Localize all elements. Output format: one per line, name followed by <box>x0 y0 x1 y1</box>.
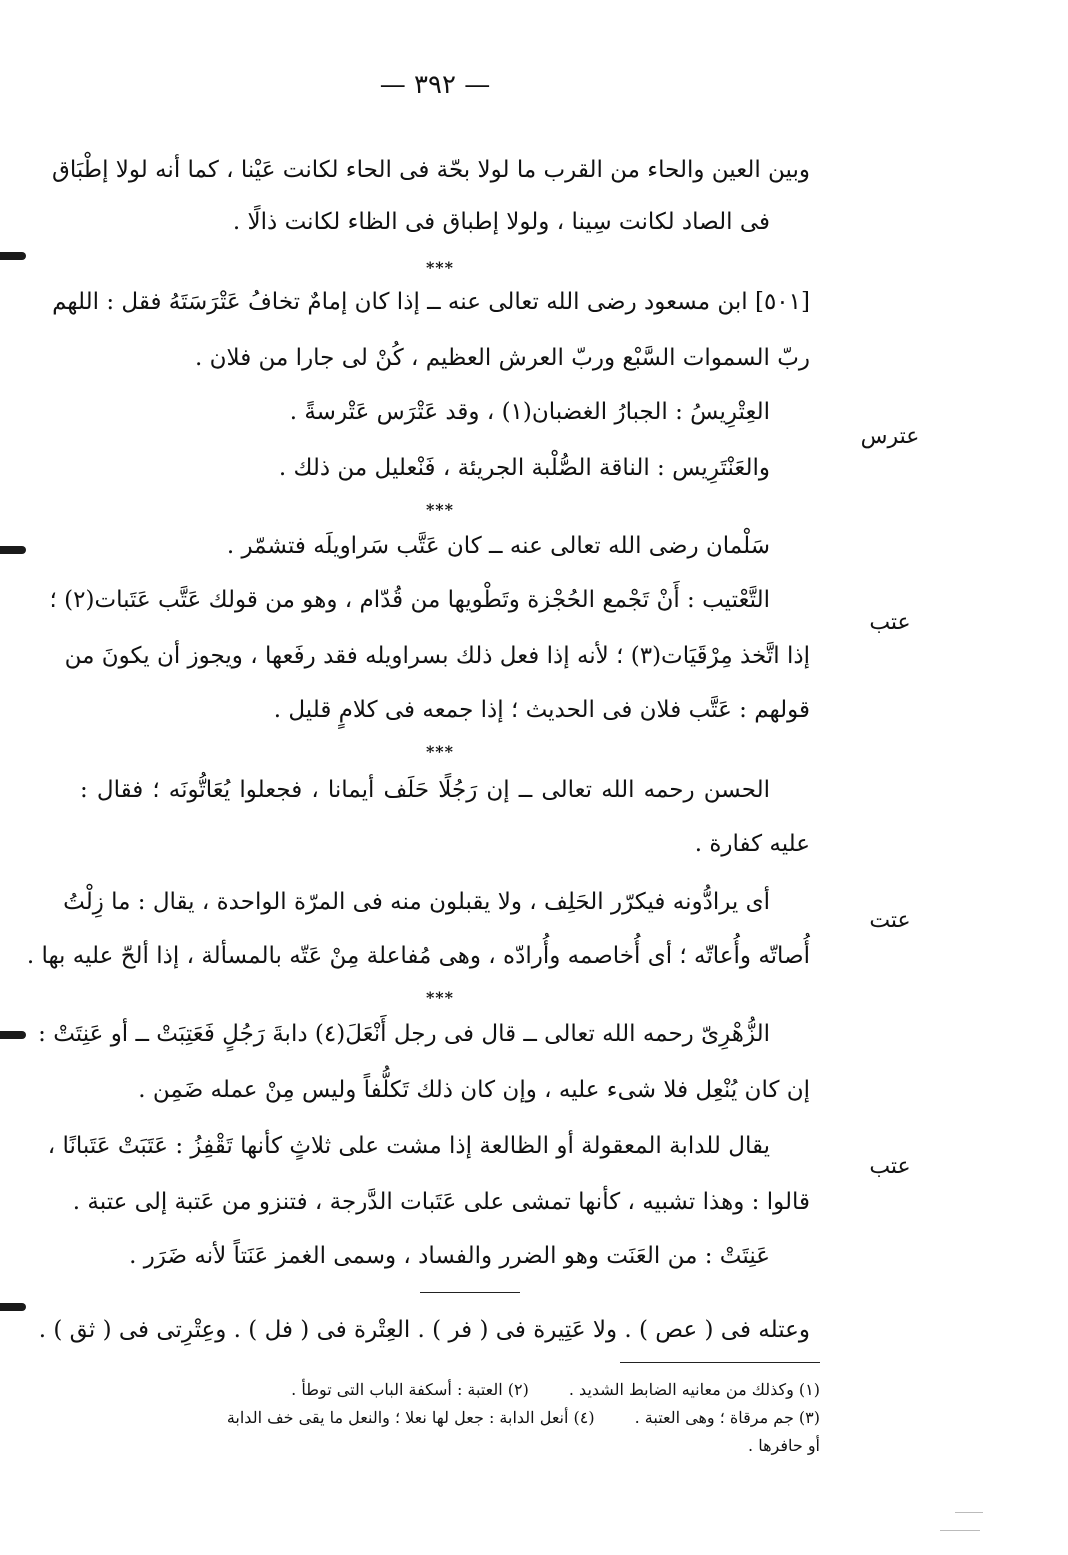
section-separator: *** <box>425 988 455 1007</box>
footnote-1: (١) وكذلك من معانيه الضابط الشديد . <box>568 1380 820 1399</box>
entry-line: ربّ السموات السَّبْع وربّ العرش العظيم ، كُنْ لى جارا من فلان . <box>195 345 810 371</box>
scan-edge-mark <box>0 252 26 260</box>
entry-line: قالوا : وهذا تشبيه ، كأنها تمشى على عَتَبات الدَّرجة ، فتنزو من عَتبة إلى عتبة . <box>72 1189 810 1215</box>
section-separator: *** <box>425 258 455 277</box>
scan-edge-mark <box>0 546 26 554</box>
entry-line: عليه كفارة . <box>694 831 810 857</box>
scan-smudge <box>955 1512 983 1513</box>
footnote-line <box>170 1406 820 1430</box>
page-number: — ٣٩٢ — <box>379 70 491 100</box>
footnote-rule <box>620 1362 820 1363</box>
margin-headword: عتب <box>869 610 911 635</box>
scan-edge-mark <box>0 1303 26 1311</box>
entry-line: الزُّهْرِىّ رحمه الله تعالى ــ قال فى رجل أَنْعَلَ(٤) دابةَ رَجُلٍ فَعَتِبَتْ ــ أو عَنِتَتْ : <box>38 1021 770 1047</box>
footnote-line <box>170 1434 820 1458</box>
entry-line: إذا اتَّخذ مِرْقَيَات(٣) ؛ لأنه إذا فعل ذلك بسراويله فقد رفَعها ، ويجوز أن يكونَ من <box>64 643 810 669</box>
entry-line: أُصاتّه وأُعاتّه ؛ أى أُخاصمه وأُرادّه ، وهى مُفاعلة مِنْ عَتّه بالمسألة ، إذا ألحّ عليه بها . <box>26 943 810 969</box>
footnote-2: (٢) العتبة : أسكفة الباب التى توطأ . <box>291 1380 529 1399</box>
margin-headword: عتب <box>869 1154 911 1179</box>
footnote-3: (٣) جم مرقاة ؛ وهى العتبة . <box>634 1408 820 1427</box>
entry-line: يقال للدابة المعقولة أو الظالعة إذا مشت على ثلاثٍ كأنها تَقْفِزُ : عَتَبَتْ عَتَبانًا ، <box>47 1133 770 1159</box>
scan-edge-mark <box>0 1031 26 1039</box>
scan-smudge <box>940 1530 980 1531</box>
entry-line: التَّعْتيب : أَنْ تَجْمع الحُجْزة وتَطْويها من قُدّام ، وهو من قولك عَتَّب عَتَبات(٢) ؛ <box>49 587 770 613</box>
footnote-4-continued: أو حافرها . <box>748 1436 820 1455</box>
margin-headword: عتت <box>869 908 911 933</box>
footnote-4: (٤) أنعل الدابة : جعل لها نعلا ؛ والنعل ما يقى خف الدابة <box>226 1408 595 1427</box>
section-separator: *** <box>425 742 455 761</box>
entry-line: [٥٠١] ابن مسعود رضى الله تعالى عنه ــ إذا كان إمامٌ تخافُ عَتْرَسَتَهُ فقل : اللهم <box>52 289 810 315</box>
entry-line: الحسن رحمه الله تعالى ــ إن رَجُلًا حَلَف أيمانا ، فجعلوا يُعَاتُّونَه ؛ فقال : <box>80 777 770 803</box>
entry-line: عَنِتَتْ : من العَنَت وهو الضرر والفساد ، وسمى الغمز عَنَتاً لأنه ضَرَر . <box>129 1243 770 1269</box>
entry-line: سَلْمان رضى الله تعالى عنه ــ كان عَتَّب سَراويلَه فتشمّر . <box>226 533 770 559</box>
section-rule <box>420 1292 520 1293</box>
entry-line: إن كان يُنْعِل فلا شىء عليه ، وإن كان ذلك تَكلُّفاً وليس مِنْ عمله ضَمِن . <box>138 1077 810 1103</box>
cross-reference-line: وعتله فى ( عص ) . ولا عَتِيرة فى ( فر ) . العِتْرة فى ( فل ) . وعِتْرِتى فى ( ثق ) . <box>38 1317 810 1343</box>
entry-line: أى يرادُّونه فيكرّر الحَلِف ، ولا يقبلون منه فى المرّة الواحدة ، يقال : ما زِلْتُ <box>63 889 770 915</box>
entry-line: قولهم : عَتَّب فلان فى الحديث ؛ إذا جمعه فى كلامٍ قليل . <box>273 697 810 723</box>
footnote-line <box>170 1378 820 1402</box>
entry-line: العِتْرِيسُ : الجبارُ الغضبان(١) ، وقد عَتْرَس عَتْرسةً . <box>289 399 770 425</box>
section-separator: *** <box>425 500 455 519</box>
text-line: فى الصاد لكانت سِينا ، ولولا إطباق فى الظاء لكانت ذالًا . <box>232 209 770 235</box>
margin-headword: عترس <box>860 424 920 449</box>
entry-line: والعَنْتَرِيس : الناقة الصُّلْبة الجريئة ، فَنْعليل من ذلك . <box>278 455 770 481</box>
text-line: وبين العين والحاء من القرب ما لولا بحّة فى الحاء لكانت عَيْنا ، كما أنه لولا إطْبَاق <box>51 157 810 183</box>
